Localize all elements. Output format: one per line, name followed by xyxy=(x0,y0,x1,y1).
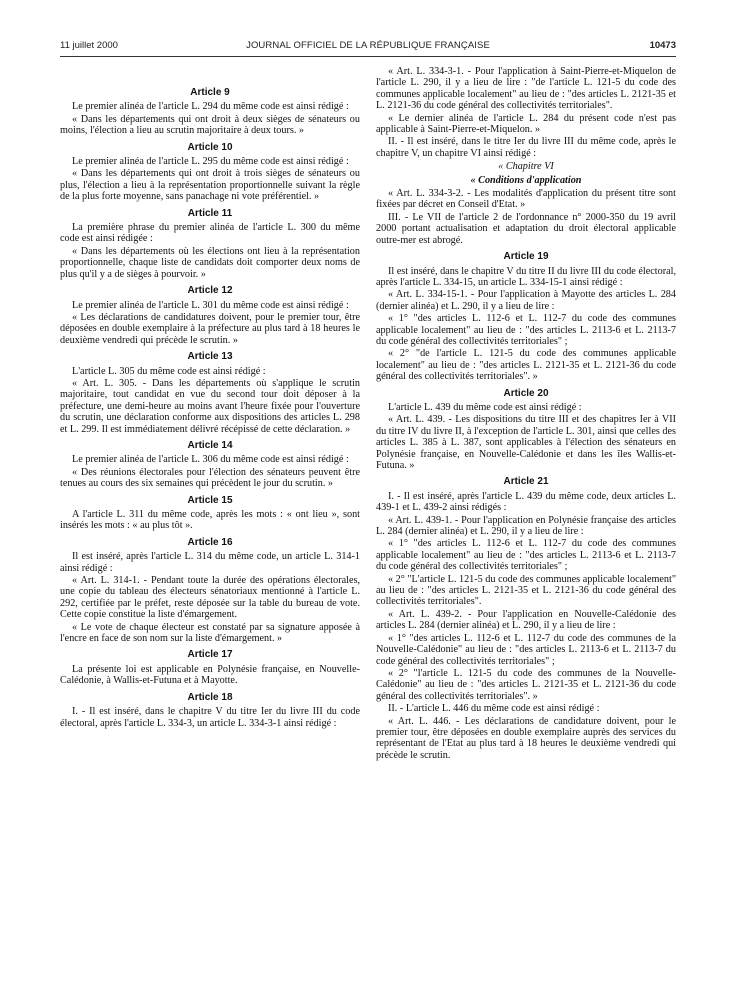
paragraph: Il est inséré, après l'article L. 314 du même code, un article L. 314-1 ainsi rédigé : xyxy=(60,551,360,574)
paragraph: La première phrase du premier alinéa de l'article L. 300 du même code est ainsi rédigée : xyxy=(60,222,360,245)
paragraph: « 1° "des articles L. 112-6 et L. 112-7 du code des communes applicable localement" au lieu de : "des articles L. 2113-6 et L. 2113-7 du code général des collectivités territoriales" ; xyxy=(376,313,676,347)
paragraph: I. - Il est inséré, dans le chapitre V du titre Ier du livre III du code électoral, après l'article L. 334-3, un article L. 334-3-1 ainsi rédigé : xyxy=(60,706,360,729)
article-heading: Article 15 xyxy=(187,494,233,506)
paragraph: « 2° "l'article L. 121-5 du code des communes de la Nouvelle-Calédonie" au lieu de : "des articles L. 2121-35 et L. 2121-36 du code général des collectivités territoriales". » xyxy=(376,667,676,702)
paragraph: « Des réunions électorales pour l'élection des sénateurs peuvent être tenues au cours des six semaines qui précèdent le jour du scrutin. » xyxy=(60,466,360,490)
paragraph: II. - Il est inséré, dans le titre Ier du livre III du même code, après le chapitre V, un chapitre VI ainsi rédigé : xyxy=(376,136,676,159)
paragraph: Le premier alinéa de l'article L. 306 du même code est ainsi rédigé : xyxy=(72,454,349,466)
article-heading: Article 13 xyxy=(187,351,233,363)
article-heading: Article 16 xyxy=(187,536,233,548)
paragraph: III. - Le VII de l'article 2 de l'ordonnance n° 2000-350 du 19 avril 2000 portant actualisation et adaptation du droit électoral applicable outre-mer est abrogé. xyxy=(376,211,676,246)
paragraph: « Art. L. 439. - Les dispositions du titre III et des chapitres Ier à VII du titre IV du livre II, à l'exception de l'article L. 301, ainsi que celles des articles L. 385 à L. 387, sont applicables à l'élection des sénateurs en Polynésie française, en Nouvelle-Calédonie et dans les îles Wallis-et-Futuna. » xyxy=(376,414,676,471)
paragraph: « 2° "L'article L. 121-5 du code des communes applicable localement" au lieu de : "des articles L. 2121-35 et L. 2121-36 du code général des collectivités territoriales". xyxy=(376,573,676,608)
paragraph: « Dans les départements qui ont droit à deux sièges de sénateurs ou moins, l'élection a lieu au scrutin majoritaire à deux tours. » xyxy=(60,113,360,137)
paragraph: La présente loi est applicable en Polynésie française, en Nouvelle-Calédonie, à Wallis-et-Futuna et à Mayotte. xyxy=(60,663,360,687)
article-heading: Article 21 xyxy=(503,476,549,488)
paragraph: « Art. L. 334-3-1. - Pour l'application à Saint-Pierre-et-Miquelon de l'article L. 290, il y a lieu de lire : "de l'article L. 121-5 du code des communes applicable localement" au lieu de : "des articles L. 2121-35 et L. 2121-36 du code général des collectivités territoriales". xyxy=(376,66,676,112)
page-number: 10473 xyxy=(649,40,676,51)
paragraph: Le premier alinéa de l'article L. 301 du même code est ainsi rédigé : xyxy=(72,299,349,311)
article-heading: Article 18 xyxy=(187,691,233,703)
paragraph: I. - Il est inséré, après l'article L. 439 du même code, deux articles L. 439-1 et L. 439-2 ainsi rédigés : xyxy=(376,490,676,514)
paragraph: « 1° "des articles L. 112-6 et L. 112-7 du code des communes applicable localement" au lieu de : "des articles L. 2113-6 et L. 2113-7 du code général des collectivités territoriales" ; xyxy=(376,538,676,573)
paragraph: « Le vote de chaque électeur est constaté par sa signature apposée à l'encre en face de son nom sur la liste d'émargement. » xyxy=(60,621,360,645)
chapter-heading: « Chapitre VI xyxy=(498,161,554,173)
chapter-subtitle: « Conditions d'application xyxy=(470,174,582,186)
paragraph: L'article L. 305 du même code est ainsi rédigé : xyxy=(72,365,266,377)
article-heading: Article 12 xyxy=(187,285,233,297)
paragraph: « Art. L. 439-1. - Pour l'application en Polynésie française des articles L. 284 (dernier alinéa) et L. 290, il y a lieu de lire : xyxy=(376,514,676,538)
article-heading: Article 10 xyxy=(187,141,233,153)
journal-title: JOURNAL OFFICIEL DE LA RÉPUBLIQUE FRANÇAISE xyxy=(246,40,490,51)
right-column xyxy=(376,66,676,762)
paragraph: « 1° "des articles L. 112-6 et L. 112-7 du code des communes de la Nouvelle-Calédonie" au lieu de : "des articles L. 2113-6 et L. 2113-7 du code général des collectivités territoriales" ; xyxy=(376,632,676,667)
article-heading: Article 11 xyxy=(187,207,233,219)
paragraph: A l'article L. 311 du même code, après les mots : « ont lieu », sont insérés les mots : « au plus tôt ». xyxy=(60,509,360,532)
paragraph: « Dans les départements où les élections ont lieu à la représentation proportionnelle, chaque liste de candidats doit comporter deux noms de plus qu'il y a de sièges à pourvoir. » xyxy=(60,245,360,280)
paragraph: « Art. L. 305. - Dans les départements où s'applique le scrutin majoritaire, tout candidat en vue du second tour doit déposer à la préfecture, une demi-heure au moins avant l'heure fixée pour l'ouverture du scrutin, une déclaration conforme aux dispositions des articles L. 298 et L. 299. Il est immédiatement délivré récépissé de cette déclaration. » xyxy=(60,377,360,435)
paragraph: « Art. L. 334-3-2. - Les modalités d'application du présent titre sont fixées par décret en Conseil d'Etat. » xyxy=(376,188,676,211)
article-heading: Article 14 xyxy=(187,439,233,451)
header-rule xyxy=(60,56,676,57)
paragraph: « Art. L. 334-15-1. - Pour l'application à Mayotte des articles L. 284 (dernier alinéa) et L. 290, il y a lieu de lire : xyxy=(376,289,676,312)
paragraph: « 2° "de l'article L. 121-5 du code des communes applicable localement" au lieu de : "des articles L. 2121-35 et L. 2121-36 du code général des collectivités territoriales". » xyxy=(376,348,676,383)
paragraph: Il est inséré, dans le chapitre V du titre II du livre III du code électoral, après l'article L. 334-15, un article L. 334-15-1 ainsi rédigé : xyxy=(376,265,676,288)
paragraph: II. - L'article L. 446 du même code est ainsi rédigé : xyxy=(388,703,600,715)
article-heading: Article 9 xyxy=(190,87,230,98)
paragraph: « Le dernier alinéa de l'article L. 284 du présent code n'est pas applicable à Saint-Pierre-et-Miquelon. » xyxy=(376,112,676,136)
left-column xyxy=(60,82,360,730)
paragraph: « Art. L. 439-2. - Pour l'application en Nouvelle-Calédonie des articles L. 284 (dernier alinéa) et L. 290, il y a lieu de lire : xyxy=(376,608,676,632)
paragraph: Le premier alinéa de l'article L. 295 du même code est ainsi rédigé : xyxy=(72,156,349,168)
paragraph: Le premier alinéa de l'article L. 294 du même code est ainsi rédigé : xyxy=(72,101,349,113)
article-heading: Article 20 xyxy=(503,387,549,399)
article-heading: Article 17 xyxy=(187,649,233,661)
header-date: 11 juillet 2000 xyxy=(60,40,118,51)
paragraph: « Dans les départements qui ont droit à trois sièges de sénateurs ou plus, l'élection a lieu à la représentation proportionnelle suivant la règle de la plus forte moyenne, sans panachage ni vote préférentiel. » xyxy=(60,168,360,203)
paragraph: « Les déclarations de candidatures doivent, pour le premier tour, être déposées en double exemplaire à la préfecture au plus tard à 18 heures le deuxième vendredi qui précède le scrutin. » xyxy=(60,311,360,346)
paragraph: « Art. L. 446. - Les déclarations de candidature doivent, pour le premier tour, être déposées en double exemplaire auprès des services du représentant de l'Etat au plus tard à 18 heures le deuxième vendredi qui précède le scrutin. xyxy=(376,715,676,761)
paragraph: « Art. L. 314-1. - Pendant toute la durée des opérations électorales, une copie du tableau des électeurs sénatoriaux mentionné à l'article L. 292, certifiée par le préfet, reste déposée sur la table du bureau de vote. Cette copie constitue la liste d'émargement. xyxy=(60,575,360,621)
article-heading: Article 19 xyxy=(503,251,549,263)
page-header xyxy=(60,40,676,56)
paragraph: L'article L. 439 du même code est ainsi rédigé : xyxy=(388,401,582,413)
